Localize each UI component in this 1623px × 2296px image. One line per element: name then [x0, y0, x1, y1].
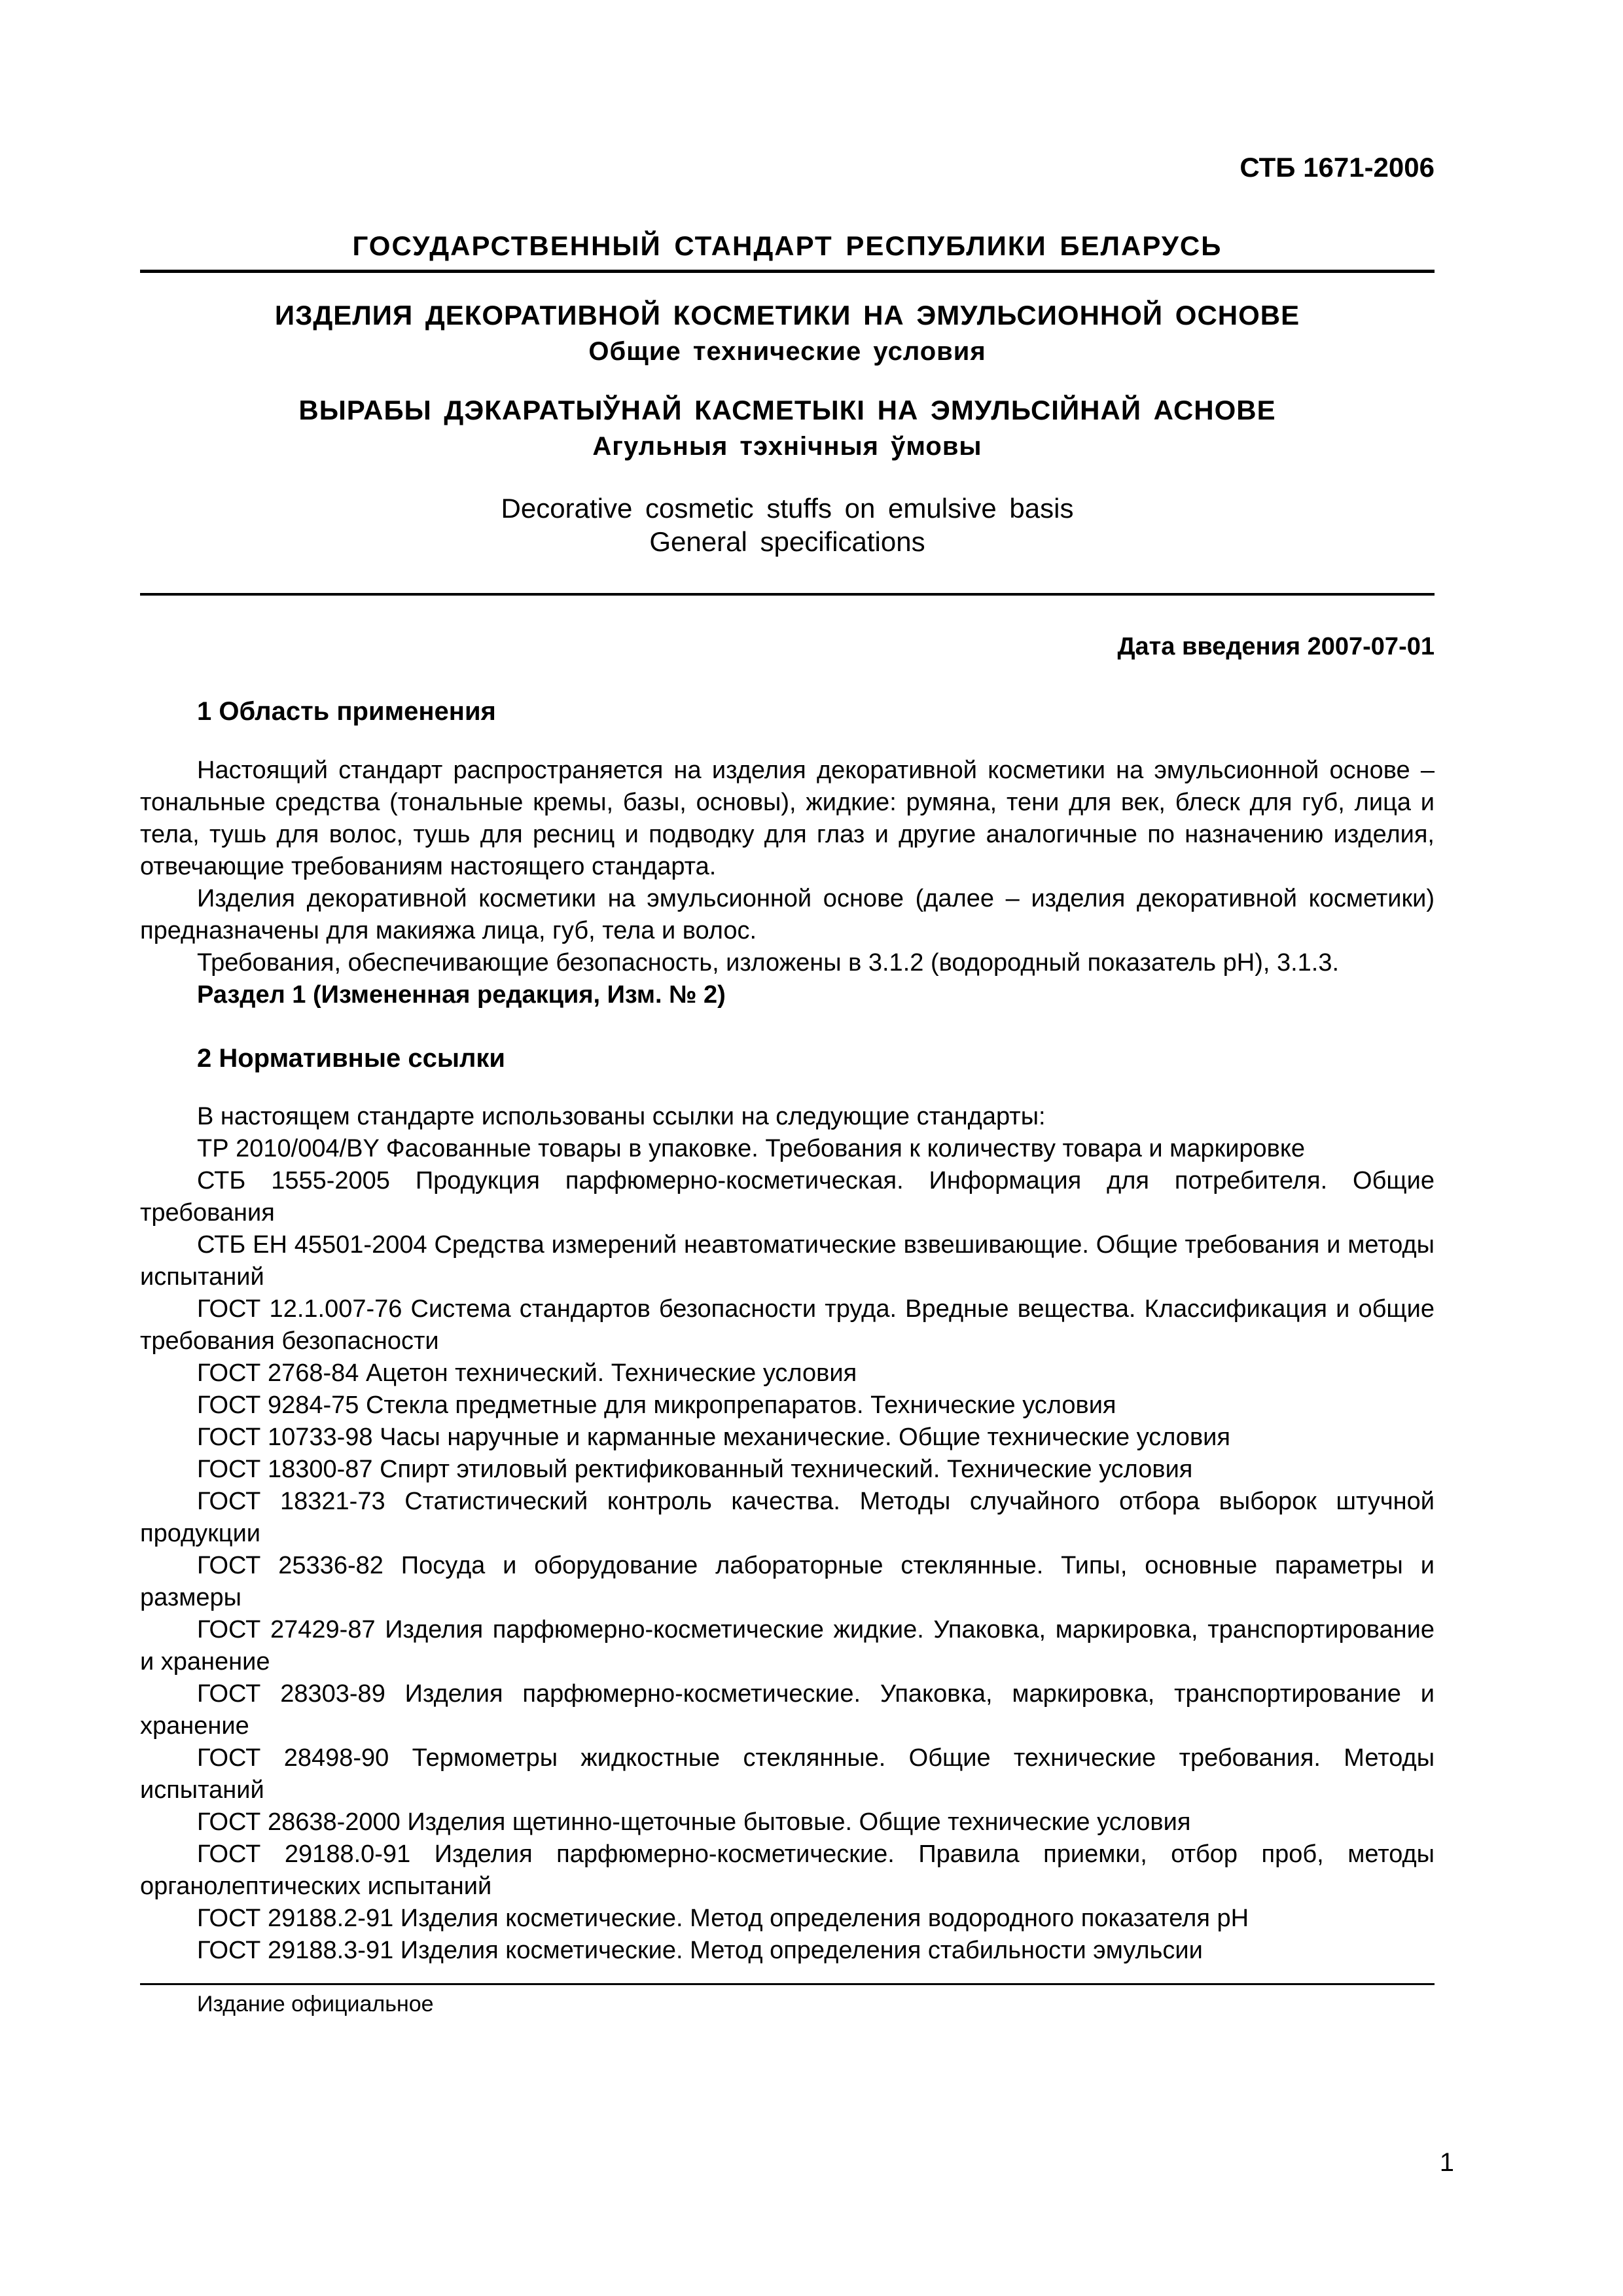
references-intro: В настоящем стандарте использованы ссылки на следующие стандарты: — [197, 1103, 1046, 1130]
introduction-date: Дата введения 2007-07-01 — [1117, 633, 1435, 660]
reference-item: СТБ 1555-2005 Продукция парфюмерно-косметическая. Информация для потребителя. Общие требования — [140, 1167, 1435, 1227]
reference-item: ТР 2010/004/BY Фасованные товары в упаковке. Требования к количеству товара и маркировке — [197, 1135, 1306, 1162]
by-title: ВЫРАБЫ ДЭКАРАТЫЎНАЙ КАСМЕТЫКІ НА ЭМУЛЬСІЙНАЙ АСНОВЕ — [298, 395, 1276, 425]
normative-references-list — [140, 1101, 1435, 1967]
official-edition-label: Издание официальное — [197, 1992, 434, 2017]
ru-title: ИЗДЕЛИЯ ДЕКОРАТИВНОЙ КОСМЕТИКИ НА ЭМУЛЬСИОННОЙ ОСНОВЕ — [274, 300, 1300, 331]
scope-paragraph: Настоящий стандарт распространяется на изделия декоративной косметики на эмульсионной основе – тональные средства (тональные кремы, базы, основы), жидкие: румяна, тени для век, блеск для губ, лица и тела, тушь для волос, тушь для ресниц и подводку для глаз и другие аналогичные по назначению изделия, отвечающие требованиям настоящего стандарта. — [140, 757, 1435, 880]
section-1-body — [140, 755, 1435, 1011]
reference-item: ГОСТ 28303-89 Изделия парфюмерно-косметические. Упаковка, маркировка, транспортирование и хранение — [140, 1680, 1435, 1740]
reference-item: ГОСТ 27429-87 Изделия парфюмерно-косметические жидкие. Упаковка, маркировка, транспортирование и хранение — [140, 1616, 1435, 1676]
titles-rule — [140, 593, 1435, 596]
state-standard-title: ГОСУДАРСТВЕННЫЙ СТАНДАРТ РЕСПУБЛИКИ БЕЛАРУСЬ — [352, 230, 1222, 261]
reference-item: ГОСТ 12.1.007-76 Система стандартов безопасности труда. Вредные вещества. Классификация и общие требования безопасности — [140, 1295, 1435, 1355]
ru-subtitle: Общие технические условия — [588, 337, 986, 366]
reference-item: ГОСТ 29188.0-91 Изделия парфюмерно-косметические. Правила приемки, отбор проб, методы органолептических испытаний — [140, 1840, 1435, 1900]
reference-item: ГОСТ 10733-98 Часы наручные и карманные механические. Общие технические условия — [197, 1424, 1230, 1451]
reference-item: ГОСТ 2768-84 Ацетон технический. Технические условия — [197, 1359, 857, 1387]
reference-item: ГОСТ 25336-82 Посуда и оборудование лабораторные стеклянные. Типы, основные параметры и размеры — [140, 1552, 1435, 1611]
reference-item: ГОСТ 18300-87 Спирт этиловый ректификованный технический. Технические условия — [197, 1456, 1193, 1483]
document-code: СТБ 1671-2006 — [1240, 152, 1435, 183]
en-subtitle: General specifications — [649, 526, 925, 557]
section-2-heading: 2 Нормативные ссылки — [197, 1044, 506, 1073]
footer-rule — [140, 1983, 1435, 1985]
scope-paragraph: Изделия декоративной косметики на эмульсионной основе (далее – изделия декоративной косметики) предназначены для макияжа лица, губ, тела и волос. — [140, 885, 1435, 944]
reference-item: ГОСТ 28638-2000 Изделия щетинно-щеточные бытовые. Общие технические условия — [197, 1808, 1191, 1836]
by-subtitle: Агульныя тэхнічныя ўмовы — [592, 432, 982, 461]
amendment-note: Раздел 1 (Измененная редакция, Изм. № 2) — [197, 981, 726, 1009]
en-title: Decorative cosmetic stuffs on emulsive basis — [501, 493, 1074, 524]
reference-item: СТБ ЕН 45501-2004 Средства измерений неавтоматические взвешивающие. Общие требования и методы испытаний — [140, 1231, 1435, 1291]
reference-item: ГОСТ 29188.2-91 Изделия косметические. Метод определения водородного показателя pH — [197, 1905, 1249, 1932]
page-number: 1 — [1439, 2148, 1454, 2177]
reference-item: ГОСТ 28498-90 Термометры жидкостные стеклянные. Общие технические требования. Методы испытаний — [140, 1744, 1435, 1804]
section-1-heading: 1 Область применения — [197, 697, 496, 726]
header-rule — [140, 270, 1435, 273]
reference-item: ГОСТ 18321-73 Статистический контроль качества. Методы случайного отбора выборок штучной продукции — [140, 1488, 1435, 1547]
reference-item: ГОСТ 9284-75 Стекла предметные для микропрепаратов. Технические условия — [197, 1391, 1116, 1419]
scope-paragraph: Требования, обеспечивающие безопасность, изложены в 3.1.2 (водородный показатель pH), 3.1.3. — [197, 949, 1340, 977]
reference-item: ГОСТ 29188.3-91 Изделия косметические. Метод определения стабильности эмульсии — [197, 1937, 1203, 1964]
